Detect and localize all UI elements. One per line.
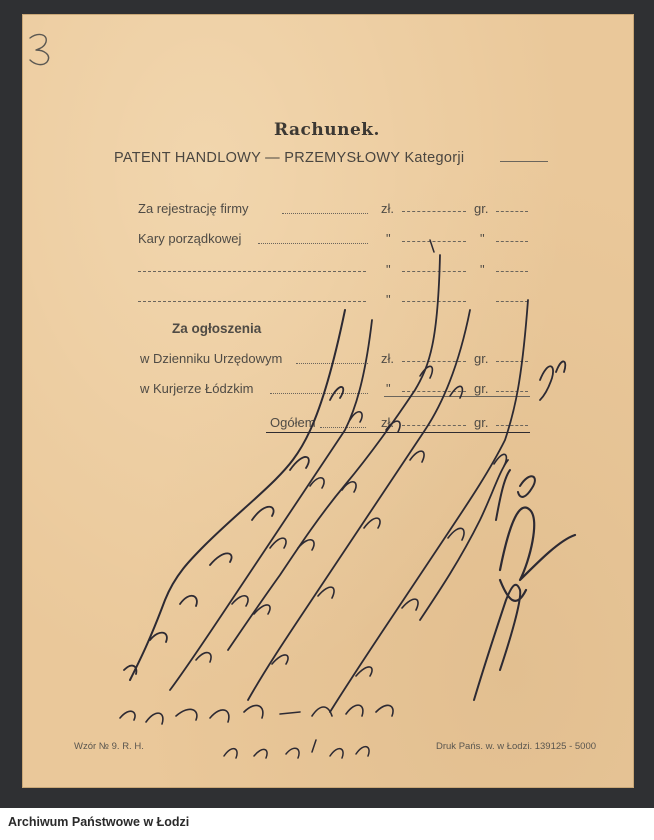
official-journal-label: w Dzienniku Urzędowym: [140, 351, 283, 366]
kurjer-label: w Kurjerze Łódzkim: [140, 381, 254, 396]
form-subtitle: PATENT HANDLOWY — PRZEMYSŁOWY Kategorji: [114, 150, 465, 166]
registration-fee-label: Za rejestrację firmy: [138, 201, 249, 216]
registration-fee-subunit: gr.: [474, 201, 489, 216]
penalty-currency: ": [386, 231, 391, 246]
total-label: Ogółem: [270, 415, 316, 430]
registration-fee-currency: zł.: [381, 201, 394, 216]
blank-row-3-currency: ": [386, 262, 391, 277]
blank-row-4-currency: ": [386, 292, 391, 307]
kurjer-currency: ": [386, 381, 391, 396]
total-currency: zł.: [381, 415, 394, 430]
total-subunit: gr.: [474, 415, 489, 430]
penalty-label: Kary porządkowej: [138, 231, 242, 246]
form-title: Rachunek.: [274, 120, 380, 140]
official-journal-subunit: gr.: [474, 351, 489, 366]
official-journal-currency: zł.: [381, 351, 394, 366]
form-number: Wzór № 9. R. H.: [74, 741, 144, 752]
archive-footer-label: Archiwum Państwowe w Łodzi: [8, 815, 190, 829]
printer-imprint: Druk Pańs. w. w Łodzi. 139125 - 5000: [436, 741, 597, 752]
blank-row-3-subunit: ": [480, 262, 485, 277]
penalty-subunit: ": [480, 231, 485, 246]
ads-heading: Za ogłoszenia: [172, 321, 262, 336]
kurjer-subunit: gr.: [474, 381, 489, 396]
